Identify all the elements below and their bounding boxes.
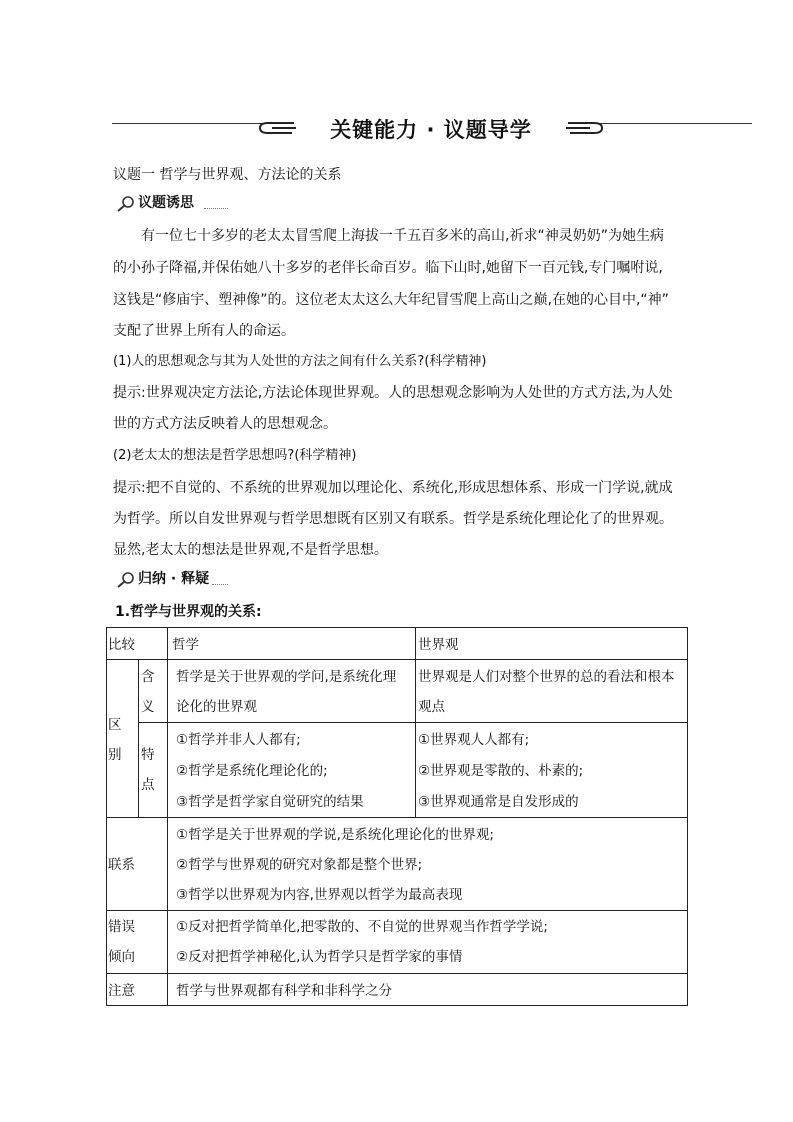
header-ornament-right-icon	[566, 116, 606, 140]
answer-1-line: 提示:世界观决定方法论,方法论体现世界观。人的思想观念影响为人处世的方式方法,为人处	[113, 385, 673, 401]
tag-topic-inquiry	[116, 193, 226, 213]
table-header-compare: 比较	[108, 637, 135, 653]
tag-dotted-line	[212, 584, 228, 585]
tag-dotted-line	[204, 208, 228, 209]
table-rule	[167, 659, 168, 817]
answer-1-line: 世的方式方法反映着人的思想观念。	[113, 416, 337, 432]
answer-2-line: 显然,老太太的想法是世界观,不是哲学思想。	[113, 542, 388, 558]
row-label-relation: 联系	[108, 857, 135, 873]
table-rule	[106, 817, 688, 818]
table-rule	[106, 659, 688, 660]
header-ornament-left-icon	[256, 116, 296, 140]
table-rule	[167, 817, 168, 1006]
feature-worldview: ③世界观通常是自发形成的	[418, 794, 579, 810]
note-text: 哲学与世界观都有科学和非科学之分	[176, 983, 392, 999]
table-rule	[138, 659, 139, 817]
row-label-note: 注意	[108, 983, 135, 999]
table-rule	[106, 910, 688, 911]
misconception-line: ①反对把哲学简单化,把零散的、不自觉的世界观当作哲学学说;	[176, 919, 548, 935]
relation-line: ③哲学以世界观为内容,世界观以哲学为最高表现	[176, 887, 463, 903]
feature-philosophy: ①哲学并非人人都有;	[176, 732, 301, 748]
magnifier-icon	[116, 571, 136, 589]
meaning-philosophy: 哲学是关于世界观的学问,是系统化理	[176, 669, 397, 685]
row-label-features: 特	[141, 747, 155, 763]
answer-2-line: 为哲学。所以自发世界观与哲学思想既有区别又有联系。哲学是系统化理论化了的世界观。	[113, 511, 673, 527]
story-line: 支配了世界上所有人的命运。	[113, 323, 295, 339]
question-2: (2)老太太的想法是哲学思想吗?(科学精神)	[113, 448, 357, 463]
meaning-worldview: 观点	[418, 699, 445, 715]
page-title: 关键能力 · 议题导学	[330, 118, 532, 142]
row-label-misconception: 倾向	[108, 949, 135, 965]
meaning-worldview: 世界观是人们对整个世界的总的看法和根本	[418, 669, 675, 685]
feature-philosophy: ②哲学是系统化理论化的;	[176, 763, 328, 779]
row-label-features: 点	[141, 777, 155, 793]
meaning-philosophy: 论化的世界观	[176, 699, 257, 715]
relation-line: ②哲学与世界观的研究对象都是整个世界;	[176, 857, 423, 873]
misconception-line: ②反对把哲学神秘化,认为哲学只是哲学家的事情	[176, 949, 463, 965]
tag-label: 议题诱思	[138, 195, 194, 211]
story-line: 这钱是“修庙宇、塑神像”的。这位老太太这么大年纪冒雪爬上高山之巅,在她的心目中,“神”	[113, 292, 669, 308]
feature-worldview: ①世界观人人都有;	[418, 732, 530, 748]
table-header-philosophy: 哲学	[172, 637, 199, 653]
row-label-misconception: 错误	[108, 919, 135, 935]
story-line: 有一位七十多岁的老太太冒雪爬上海拔一千五百多米的高山,祈求“神灵奶奶”为她生病	[141, 228, 664, 244]
table-rule	[106, 973, 688, 974]
section-title: 1.哲学与世界观的关系:	[115, 604, 262, 620]
story-line: 的小孙子降福,并保佑她八十多岁的老伴长命百岁。临下山时,她留下一百元钱,专门嘱咐说,	[113, 260, 663, 276]
row-label-meaning: 含	[141, 669, 155, 685]
table-rule	[415, 627, 416, 817]
table-rule	[167, 627, 168, 659]
row-label-difference: 别	[108, 747, 122, 763]
tag-summary	[116, 569, 226, 589]
magnifier-icon	[116, 195, 136, 213]
feature-philosophy: ③哲学是哲学家自觉研究的结果	[176, 794, 364, 810]
question-1: (1)人的思想观念与其为人处世的方法之间有什么关系?(科学精神)	[113, 354, 487, 369]
table-header-worldview: 世界观	[418, 637, 459, 653]
feature-worldview: ②世界观是零散的、朴素的;	[418, 763, 584, 779]
topic-heading: 议题一 哲学与世界观、方法论的关系	[113, 167, 342, 183]
tag-label: 归纳 · 释疑	[138, 571, 210, 587]
answer-2-line: 提示:把不自觉的、不系统的世界观加以理论化、系统化,形成思想体系、形成一门学说,就成	[113, 480, 673, 496]
row-label-meaning: 义	[141, 699, 155, 715]
relation-line: ①哲学是关于世界观的学说,是系统化理论化的世界观;	[176, 827, 494, 843]
table-rule	[138, 722, 688, 723]
row-label-difference: 区	[108, 717, 122, 733]
